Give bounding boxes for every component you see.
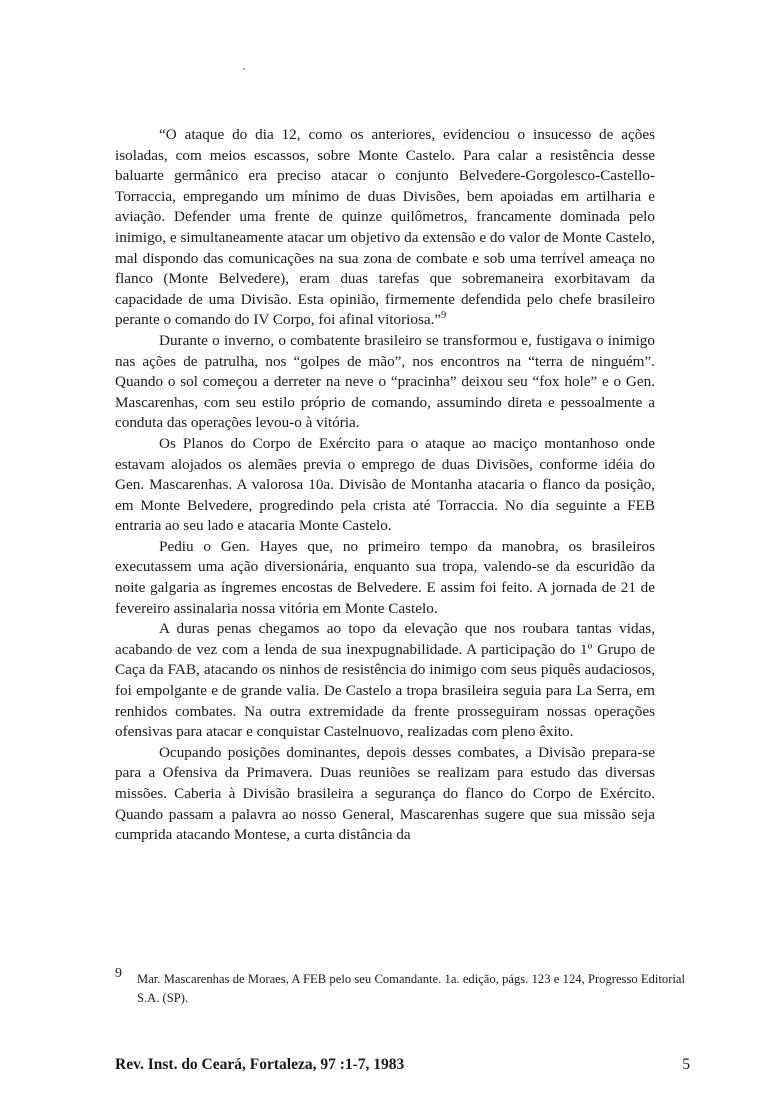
paragraph: A duras penas chegamos ao topo da elevação que nos roubara tantas vidas, acabando de vez com a lenda de sua inexpugnabilidade. A participação do 1º Grupo de Caça da FAB, atacando os ninhos de resistência do inimigo com seus piquês audaciosos, foi empolgante e de grande valia. De Castelo a tropa brasileira seguia para La Serra, em renhidos combates. Na outra extremidade da frente prosseguiram nossas operações ofensivas para atacar e conquistar Castelnuovo, realizadas com pleno êxito. [115, 620, 655, 741]
footnote [115, 966, 685, 1008]
body-text [115, 125, 655, 846]
page-number: 5 [682, 1056, 690, 1073]
paragraph: Pediu o Gen. Hayes que, no primeiro tempo da manobra, os brasileiros executassem uma ação diversionária, enquanto sua tropa, valendo-se da escuridão da noite galgaria as íngremes encostas de Belvedere. E assim foi feito. A jornada de 21 de fevereiro assinalaria nossa vitória em Monte Castelo. [115, 537, 655, 617]
footnote-text: Mar. Mascarenhas de Moraes, A FEB pelo seu Comandante. 1a. edição, págs. 123 e 124, Progresso Editorial S.A. (SP). [137, 972, 685, 1005]
scan-speck [243, 68, 245, 70]
paragraph-quote-text: “O ataque do dia 12, como os anteriores, evidenciou o insucesso de ações isoladas, com meios escassos, sobre Monte Castelo. Para calar a resistência desse baluarte germânico era preciso atacar o conjunto Belvedere-Gorgolesco-Castello-Torraccia, empregando um mínimo de duas Divisões, bem apoiadas em artilharia e aviação. Defender uma frente de quinze quilômetros, francamente dominada pelo inimigo, e simultaneamente atacar um objetivo da extensão e do valor de Monte Castelo, mal dispondo das comunicações na sua zona de combate e sob uma terrível ameaça no flanco (Monte Belvedere), eram duas tarefas que sobremaneira exorbitavam da capacidade de uma Divisão. Esta opinião, firmemente defendida pelo chefe brasileiro perante o comando do IV Corpo, foi afinal vitoriosa.” [115, 126, 655, 329]
page-footer [115, 1056, 690, 1074]
paragraph-quote [115, 125, 655, 331]
paragraph: Ocupando posições dominantes, depois desses combates, a Divisão prepara-se para a Ofensiva da Primavera. Duas reuniões se realizam para estudo das diversas missões. Caberia à Divisão brasileira a segurança do flanco do Corpo de Exército. Quando passam a palavra ao nosso General, Mascarenhas sugere que sua missão seja cumprida atacando Montese, a curta distância da [115, 743, 655, 844]
footnote-number: 9 [115, 966, 122, 981]
paragraph: Durante o inverno, o combatente brasileiro se transformou e, fustigava o inimigo nas ações de patrulha, nos “golpes de mão”, nos encontros na “terra de ninguém”. Quando o sol começou a derreter na neve o “pracinha” deixou seu “fox hole” e o Gen. Mascarenhas, com seu estilo próprio de comando, assumindo direta e pessoalmente a conduta das operações levou-o à vitória. [115, 331, 655, 432]
footnote-reference: 9 [441, 310, 447, 322]
journal-citation: Rev. Inst. do Ceará, Fortaleza, 97 :1-7, 1983 [115, 1056, 405, 1073]
paragraph: Os Planos do Corpo de Exército para o ataque ao maciço montanhoso onde estavam alojados os alemães previa o emprego de duas Divisões, conforme idéia do Gen. Mascarenhas. A valorosa 10a. Divisão de Montanha atacaria o flanco da posição, em Monte Belvedere, progredindo pela crista até Torraccia. No dia seguinte a FEB entraria ao seu lado e atacaria Monte Castelo. [115, 434, 655, 535]
